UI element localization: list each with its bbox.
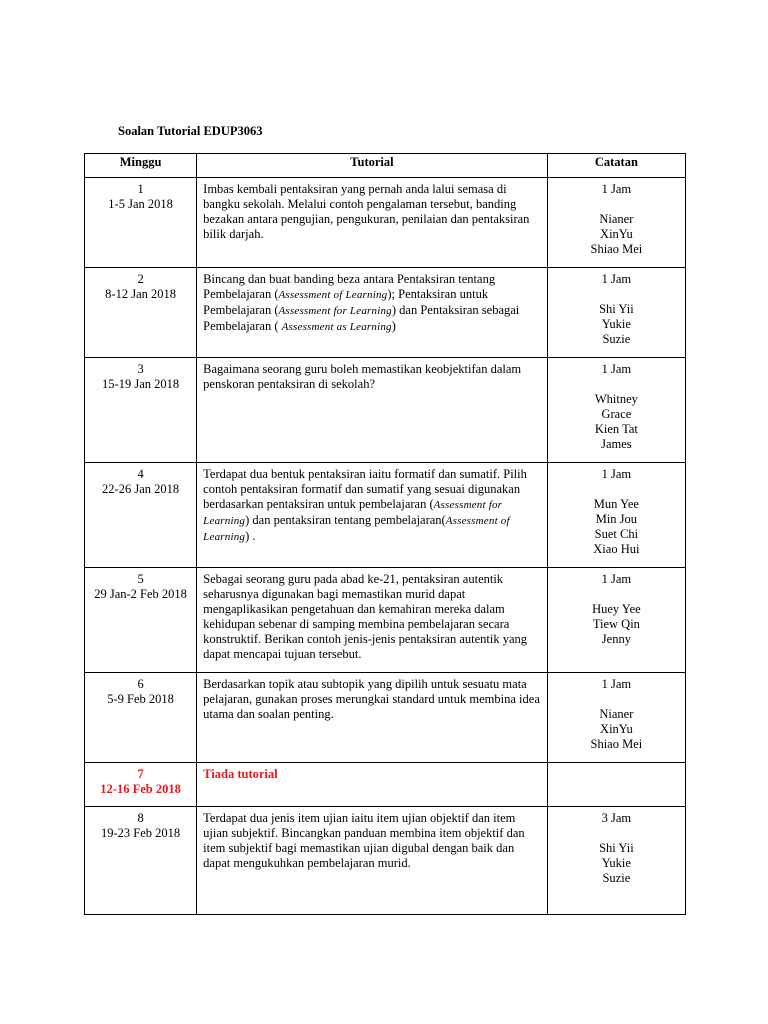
tutorial-cell	[197, 178, 548, 268]
student-name: XinYu	[600, 722, 633, 736]
week-dates: 15-19 Jan 2018	[102, 377, 180, 391]
week-number: 3	[137, 362, 144, 376]
tutorial-cell	[197, 673, 548, 763]
tutorial-cell	[197, 463, 548, 568]
student-name: Mun Yee	[593, 497, 639, 511]
week-dates: 12-16 Feb 2018	[100, 782, 181, 796]
hours: 1 Jam	[601, 677, 632, 691]
student-name: Tiew Qin	[592, 617, 640, 631]
student-name: Suzie	[602, 871, 631, 885]
tutorial-text-italic: Assessment for Learning	[203, 499, 503, 527]
week-dates: 5-9 Feb 2018	[107, 692, 174, 706]
catatan-cell	[547, 358, 685, 463]
tutorial-cell	[197, 763, 548, 807]
header-tutorial: Tutorial	[197, 154, 548, 178]
week-number: 6	[137, 677, 144, 691]
tutorial-text: ) .	[245, 529, 256, 543]
tutorial-text: ) dan pentaksiran tentang pembelajaran(	[245, 513, 446, 527]
tutorial-cell	[197, 268, 548, 358]
catatan-cell	[547, 463, 685, 568]
table-row	[85, 568, 686, 673]
tutorial-text: ); Pentaksiran untuk Pembelajaran (	[203, 287, 489, 317]
week-number: 2	[137, 272, 144, 286]
student-name: Yukie	[601, 856, 631, 870]
document-title: Soalan Tutorial EDUP3063	[118, 124, 263, 138]
hours: 3 Jam	[601, 811, 632, 825]
table-row	[85, 268, 686, 358]
tutorial-text: Terdapat dua bentuk pentaksiran iaitu formatif dan sumatif. Pilih contoh pentaksiran formatif dan sumatif yang sesuai digunakan berdasarkan pentaksiran untuk pembelajaran (	[203, 467, 527, 511]
week-number: 7	[137, 767, 144, 781]
tutorial-text-italic: Assessment for Learning	[278, 305, 392, 317]
week-cell	[85, 178, 197, 268]
student-name: Shi Yii	[599, 302, 634, 316]
student-name: Shi Yii	[599, 841, 634, 855]
student-name: Kien Tat	[594, 422, 638, 436]
tutorial-text: Sebagai seorang guru pada abad ke-21, pentaksiran autentik seharusnya digunakan bagi memastikan murid dapat mengaplikasikan pengetahuan dan kemahiran mereka dalam kehidupan sebenar di samping membina pembelajaran secara konstruktif. Berikan contoh jenis-jenis pentaksiran autentik yang dapat mencapai tujuan tersebut.	[203, 572, 528, 661]
tutorial-cell	[197, 807, 548, 915]
week-cell	[85, 673, 197, 763]
week-number: 8	[137, 811, 144, 825]
week-cell	[85, 358, 197, 463]
week-cell	[85, 463, 197, 568]
table-row	[85, 463, 686, 568]
catatan-cell	[547, 178, 685, 268]
tutorial-cell	[197, 358, 548, 463]
table-row	[85, 673, 686, 763]
tutorial-text: )	[391, 319, 396, 333]
week-dates: 22-26 Jan 2018	[102, 482, 180, 496]
tutorial-text-italic: Assessment as Learning	[281, 321, 392, 333]
tutorial-text: Terdapat dua jenis item ujian iaitu item ujian objektif dan item ujian subjektif. Bincangkan panduan membina item objektif dan item subjektif bagi memastikan ujian digubal dengan baik dan dapat mengukuhkan pembelajaran murid.	[203, 811, 525, 870]
student-name: Min Jou	[595, 512, 638, 526]
tutorial-text: Bincang dan buat banding beza antara Pentaksiran tentang Pembelajaran (	[203, 272, 496, 301]
tutorial-text-italic: Assessment of Learning	[203, 515, 510, 543]
week-dates: 8-12 Jan 2018	[105, 287, 176, 301]
hours: 1 Jam	[601, 572, 632, 586]
student-name: Suet Chi	[594, 527, 639, 541]
student-name: Grace	[601, 407, 632, 421]
week-cell	[85, 268, 197, 358]
tutorial-text: Tiada tutorial	[203, 767, 278, 781]
student-name: Nianer	[599, 212, 634, 226]
week-cell	[85, 568, 197, 673]
week-number: 4	[137, 467, 144, 481]
table-row	[85, 807, 686, 915]
header-minggu: Minggu	[85, 154, 197, 178]
table-row	[85, 178, 686, 268]
student-name: XinYu	[600, 227, 633, 241]
table-header-row	[85, 154, 686, 178]
student-name: Huey Yee	[592, 602, 641, 616]
tutorial-table	[84, 153, 686, 915]
tutorial-text: Bagaimana seorang guru boleh memastikan keobjektifan dalam penskoran pentaksiran di sekolah?	[203, 362, 522, 391]
student-name: Yukie	[601, 317, 631, 331]
student-name: Suzie	[602, 332, 631, 346]
hours: 1 Jam	[601, 362, 632, 376]
tutorial-text-italic: Assessment of Learning	[278, 289, 388, 301]
week-dates: 19-23 Feb 2018	[101, 826, 181, 840]
catatan-cell	[547, 568, 685, 673]
catatan-cell	[547, 807, 685, 915]
hours: 1 Jam	[601, 467, 632, 481]
header-catatan: Catatan	[547, 154, 685, 178]
week-cell	[85, 807, 197, 915]
student-name: Whitney	[594, 392, 638, 406]
student-name: Nianer	[599, 707, 634, 721]
week-dates: 29 Jan-2 Feb 2018	[94, 587, 187, 601]
week-cell	[85, 763, 197, 807]
table-row	[85, 358, 686, 463]
tutorial-text: ) dan Pentaksiran sebagai Pembelajaran (	[203, 303, 520, 333]
tutorial-text: Berdasarkan topik atau subtopik yang dipilih untuk sesuatu mata pelajaran, gunakan proses merungkai standard untuk membina idea utama dan soalan penting.	[203, 677, 540, 721]
week-dates: 1-5 Jan 2018	[108, 197, 173, 211]
week-number: 1	[137, 182, 144, 196]
student-name: James	[601, 437, 632, 451]
tutorial-text: Imbas kembali pentaksiran yang pernah anda lalui semasa di bangku sekolah. Melalui contoh pengalaman tersebut, banding bezakan antara pengujian, pengukuran, penilaian dan pentaksiran bilik darjah.	[203, 182, 530, 241]
student-name: Shiao Mei	[590, 242, 643, 256]
catatan-cell	[547, 763, 685, 807]
student-name: Jenny	[601, 632, 631, 646]
catatan-cell	[547, 673, 685, 763]
table-row	[85, 763, 686, 807]
catatan-cell	[547, 268, 685, 358]
student-name: Shiao Mei	[590, 737, 643, 751]
tutorial-cell	[197, 568, 548, 673]
student-name: Xiao Hui	[593, 542, 640, 556]
hours: 1 Jam	[601, 272, 632, 286]
hours: 1 Jam	[601, 182, 632, 196]
week-number: 5	[137, 572, 144, 586]
